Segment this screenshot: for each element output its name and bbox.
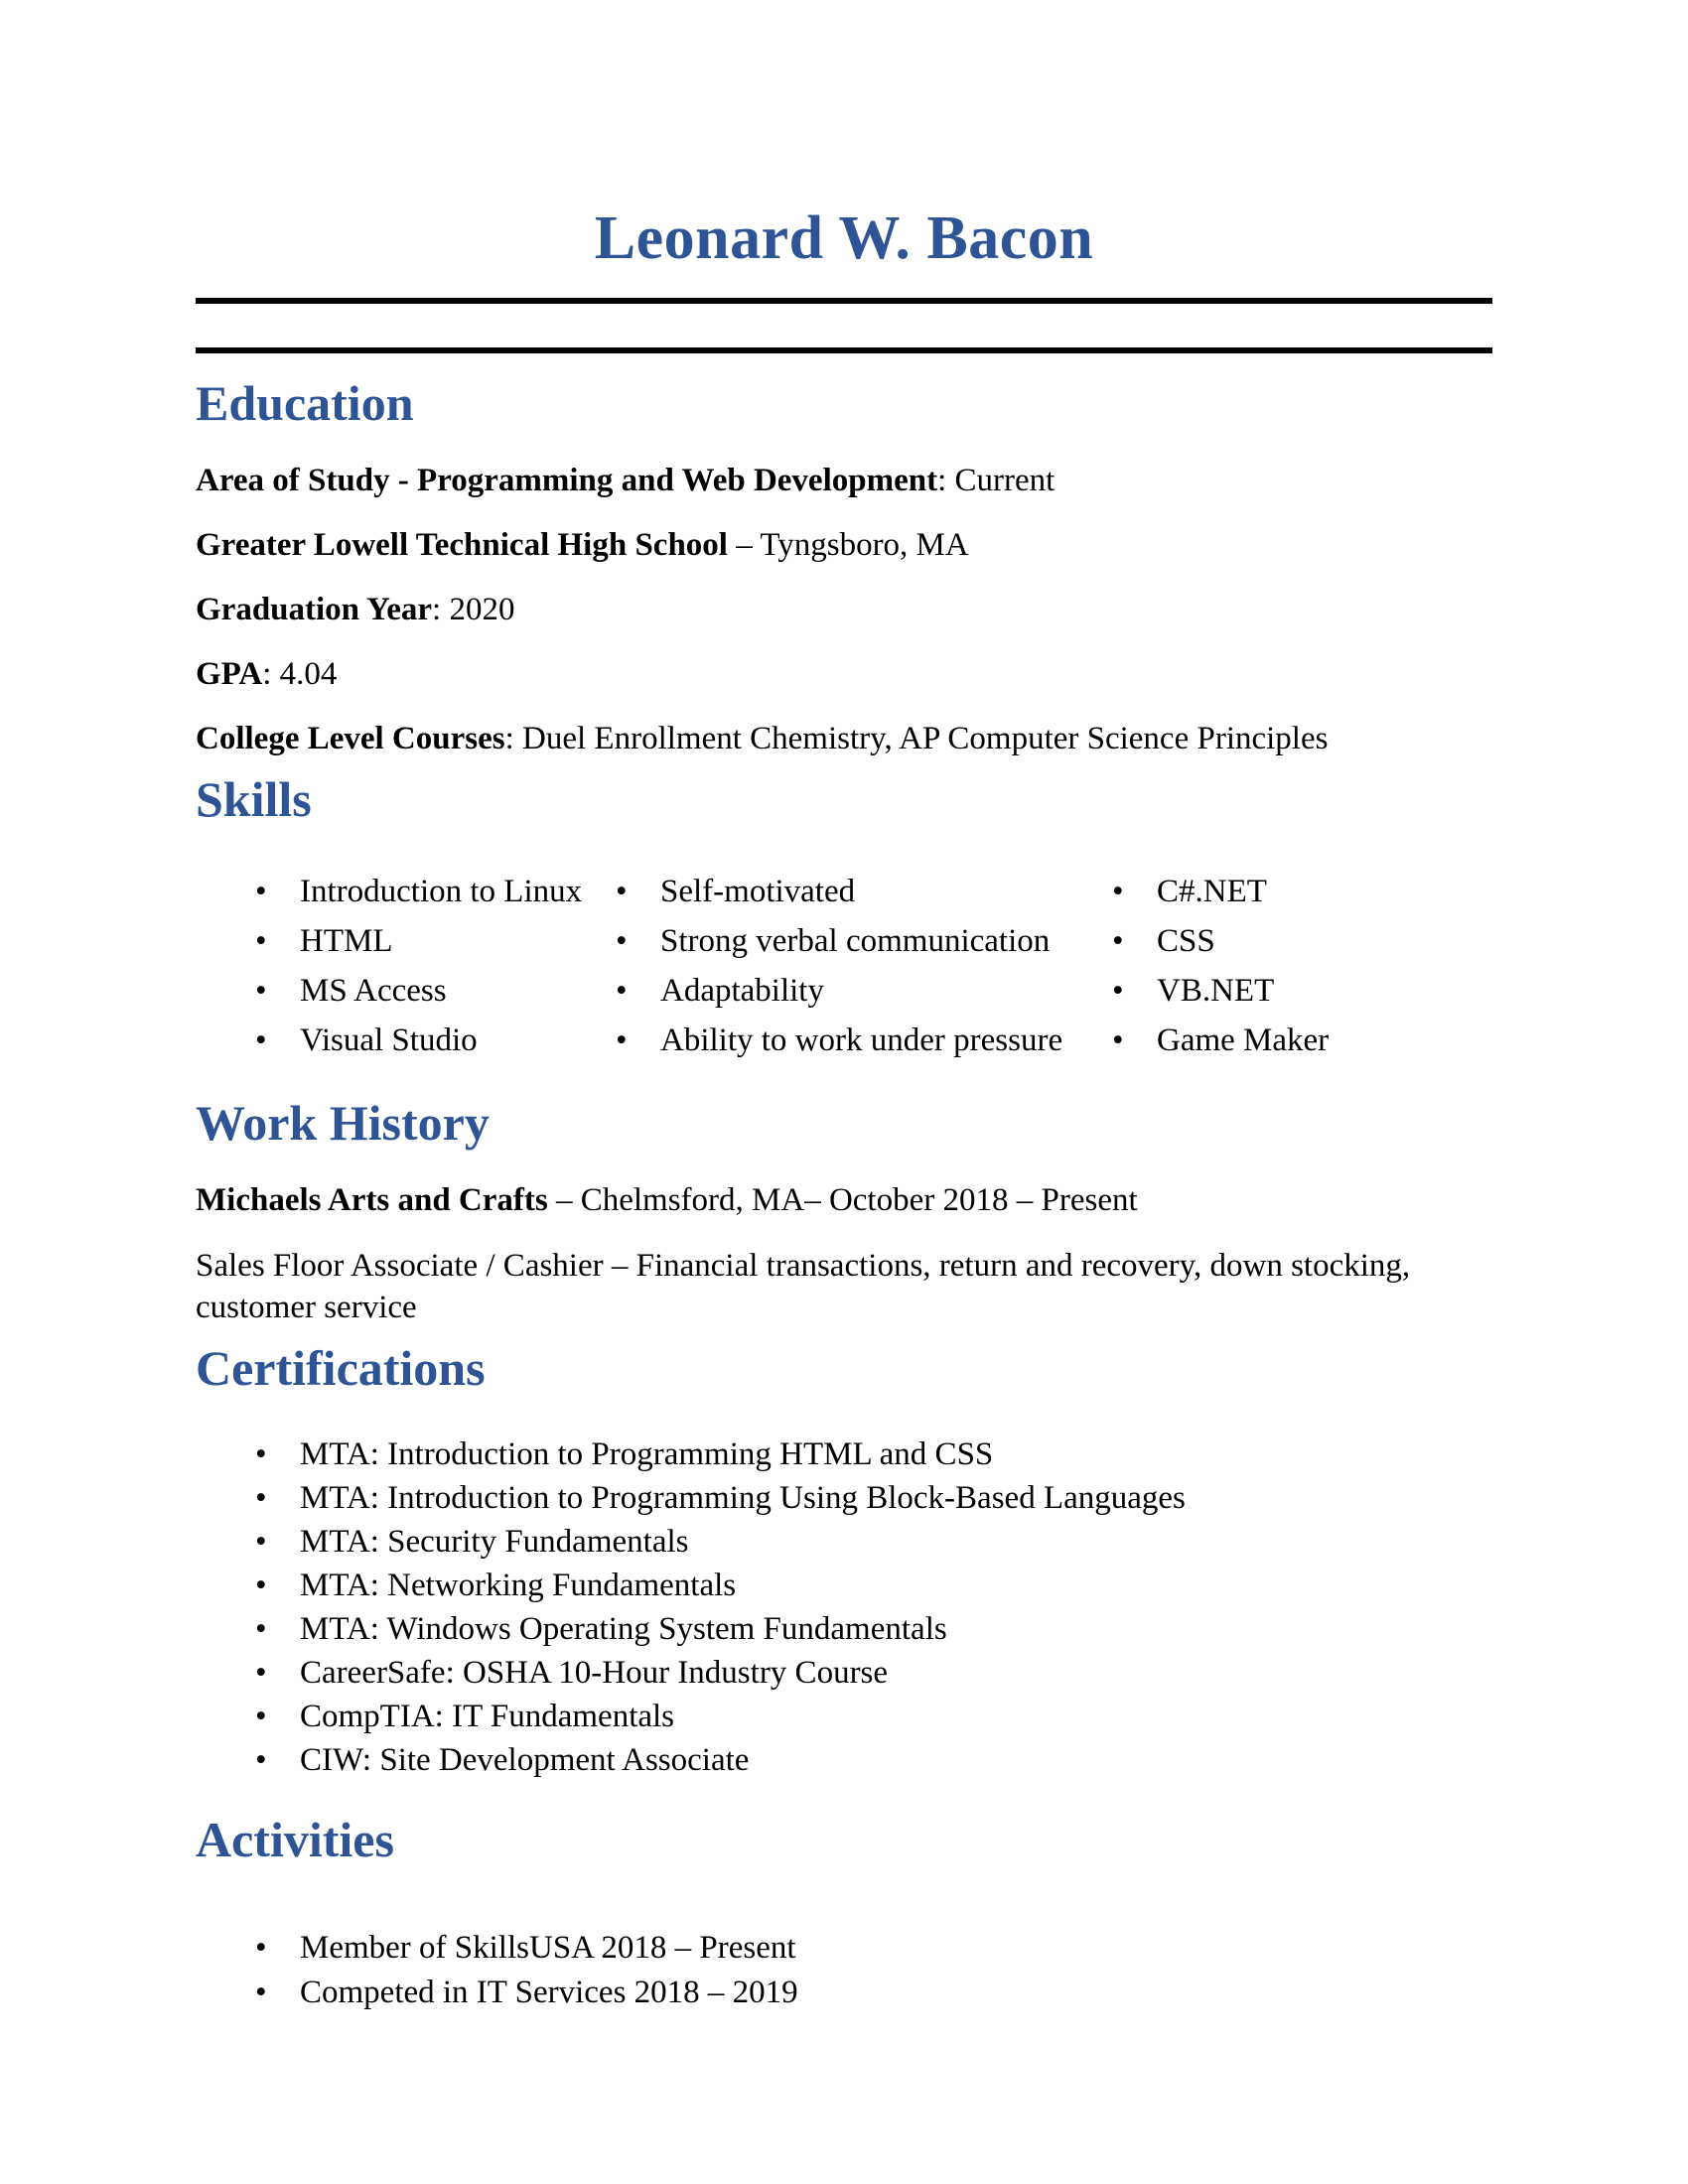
bullet-icon: • — [616, 973, 628, 1009]
activity-item — [255, 1926, 1492, 1971]
bullet-icon: • — [1112, 874, 1124, 909]
bullet-icon: • — [255, 1436, 267, 1472]
bullet-icon: • — [255, 1023, 267, 1058]
education-field — [196, 720, 1492, 757]
field-value: : 4.04 — [262, 656, 338, 692]
field-label: Greater Lowell Technical High School — [196, 527, 728, 563]
bullet-icon: • — [255, 923, 267, 959]
employer-line — [196, 1181, 1492, 1219]
section-activities — [196, 1812, 1492, 2015]
bullet-icon: • — [1112, 923, 1124, 959]
skill-item — [616, 1021, 1112, 1070]
divider-top-line — [196, 298, 1492, 304]
section-education — [196, 375, 1492, 757]
bullet-icon: • — [255, 1480, 267, 1516]
section-skills — [196, 771, 1492, 1070]
skill-item — [255, 921, 616, 971]
skill-label: Ability to work under pressure — [660, 1023, 1063, 1058]
section-certifications — [196, 1340, 1492, 1782]
skill-label: C#.NET — [1157, 874, 1267, 909]
activity-item — [255, 1971, 1492, 2015]
bullet-icon: • — [255, 1568, 267, 1603]
skill-item — [1112, 921, 1489, 971]
skills-heading: Skills — [196, 771, 312, 827]
skill-item — [1112, 872, 1489, 921]
skill-label: HTML — [300, 923, 393, 959]
bullet-icon: • — [255, 1975, 267, 2010]
field-value: : Current — [937, 463, 1055, 498]
bullet-icon: • — [616, 923, 628, 959]
activity-label: Member of SkillsUSA 2018 – Present — [300, 1930, 796, 1966]
certification-label: MTA: Networking Fundamentals — [300, 1568, 737, 1603]
skills-column — [255, 872, 616, 1070]
work-history-heading: Work History — [196, 1095, 490, 1151]
skill-label: Visual Studio — [300, 1023, 478, 1058]
employer-name: Michaels Arts and Crafts — [196, 1182, 548, 1218]
field-label: GPA — [196, 656, 263, 692]
skill-item — [255, 1021, 616, 1070]
field-label: College Level Courses — [196, 721, 505, 756]
bullet-icon: • — [255, 874, 267, 909]
education-field — [196, 655, 1492, 693]
certification-item — [255, 1564, 1492, 1607]
skill-label: Adaptability — [660, 973, 824, 1009]
skills-column — [1112, 872, 1489, 1070]
education-field — [196, 591, 1492, 628]
certifications-heading: Certifications — [196, 1340, 486, 1396]
certification-item — [255, 1520, 1492, 1564]
certification-label: MTA: Introduction to Programming Using Block-Based Languages — [300, 1480, 1186, 1516]
skill-label: CSS — [1157, 923, 1215, 959]
certification-item — [255, 1651, 1492, 1695]
skill-item — [255, 971, 616, 1021]
skill-label: VB.NET — [1157, 973, 1275, 1009]
bullet-icon: • — [255, 1611, 267, 1647]
education-field — [196, 462, 1492, 499]
bullet-icon: • — [1112, 1023, 1124, 1058]
section-work-history — [196, 1095, 1492, 1328]
certification-label: CareerSafe: OSHA 10-Hour Industry Course — [300, 1655, 889, 1691]
skill-item — [255, 872, 616, 921]
skill-item — [616, 872, 1112, 921]
resume-title: Leonard W. Bacon — [594, 205, 1094, 272]
certification-item — [255, 1476, 1492, 1520]
skill-label: Strong verbal communication — [660, 923, 1051, 959]
job-description: Sales Floor Associate / Cashier – Financial transactions, return and recovery, down stocking, customer service — [196, 1248, 1411, 1325]
certification-item — [255, 1607, 1492, 1651]
skill-item — [616, 971, 1112, 1021]
certification-item — [255, 1738, 1492, 1782]
bullet-icon: • — [255, 1742, 267, 1778]
activities-heading: Activities — [196, 1812, 394, 1867]
bullet-icon: • — [255, 973, 267, 1009]
employer-details: – Chelmsford, MA– October 2018 – Present — [547, 1182, 1138, 1218]
field-label: Graduation Year — [196, 592, 433, 627]
bullet-icon: • — [616, 874, 628, 909]
skill-label: Self-motivated — [660, 874, 856, 909]
bullet-icon: • — [255, 1524, 267, 1560]
certification-label: CompTIA: IT Fundamentals — [300, 1699, 675, 1734]
field-label: Area of Study - Programming and Web Development — [196, 463, 938, 498]
skill-label: Game Maker — [1157, 1023, 1330, 1058]
skill-item — [616, 921, 1112, 971]
activity-label: Competed in IT Services 2018 – 2019 — [300, 1975, 798, 2010]
bullet-icon: • — [1112, 973, 1124, 1009]
skill-label: MS Access — [300, 973, 447, 1009]
bullet-icon: • — [255, 1699, 267, 1734]
bullet-icon: • — [255, 1655, 267, 1691]
bullet-icon: • — [255, 1930, 267, 1966]
skill-item — [1112, 971, 1489, 1021]
certification-label: MTA: Introduction to Programming HTML and CSS — [300, 1436, 994, 1472]
bullet-icon: • — [616, 1023, 628, 1058]
activities-list — [196, 1926, 1492, 2015]
skills-grid — [196, 872, 1492, 1070]
skills-column — [616, 872, 1112, 1070]
skill-label: Introduction to Linux — [300, 874, 583, 909]
certifications-list — [196, 1433, 1492, 1782]
certification-label: MTA: Windows Operating System Fundamentals — [300, 1611, 947, 1647]
field-value: : 2020 — [432, 592, 515, 627]
field-value: – Tyngsboro, MA — [727, 527, 969, 563]
field-value: : Duel Enrollment Chemistry, AP Computer Science Principles — [504, 721, 1329, 756]
education-field — [196, 526, 1492, 564]
certification-label: CIW: Site Development Associate — [300, 1742, 750, 1778]
certification-item — [255, 1433, 1492, 1476]
certification-item — [255, 1695, 1492, 1738]
certification-label: MTA: Security Fundamentals — [300, 1524, 689, 1560]
divider-bottom-line — [196, 347, 1492, 353]
education-heading: Education — [196, 375, 414, 431]
skill-item — [1112, 1021, 1489, 1070]
